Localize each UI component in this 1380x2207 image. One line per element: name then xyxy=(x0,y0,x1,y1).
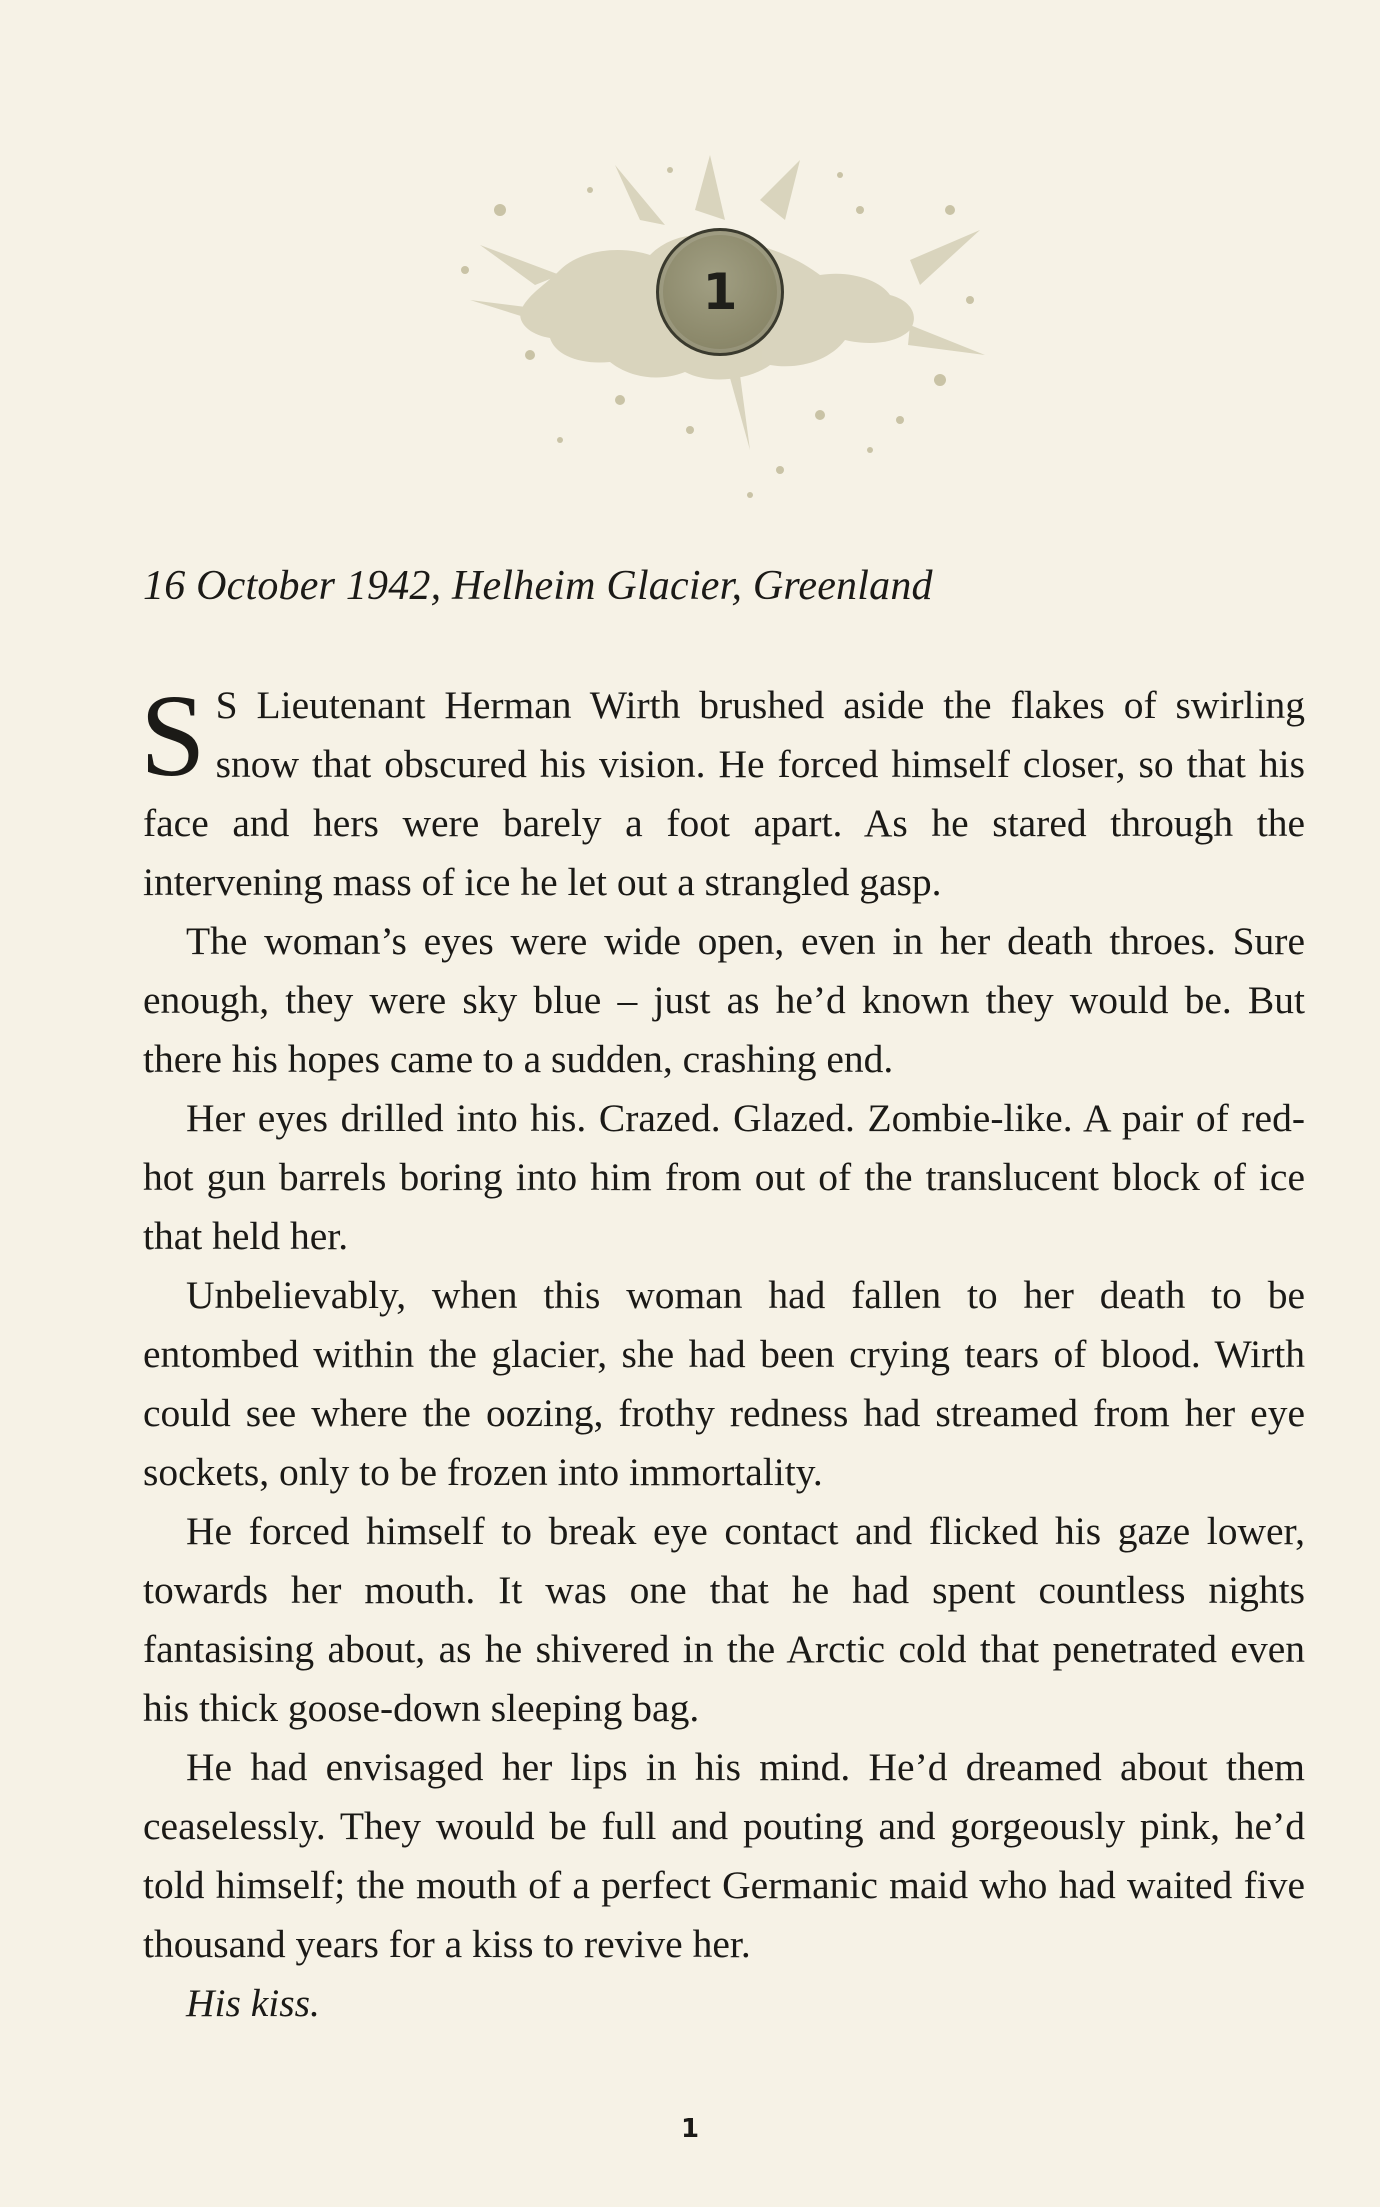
paragraph: Her eyes drilled into his. Crazed. Glazed. Zombie-like. A pair of red-hot gun barrels boring into him from out of the translucent block of ice that held her. xyxy=(143,1096,1305,1258)
paragraph-text: S Lieutenant Herman Wirth brushed aside the flakes of swirling snow that obscured his vision. He forced himself closer, so that his face and hers were barely a foot apart. As he stared through the intervening mass of ice he let out a strangled gasp. xyxy=(143,683,1305,904)
paragraph: The woman’s eyes were wide open, even in her death throes. Sure enough, they were sky blue – just as he’d known they would be. But there his hopes came to a sudden, crashing end. xyxy=(143,919,1305,1081)
paragraph xyxy=(140,670,1305,912)
page-number: 1 xyxy=(680,2114,700,2144)
paragraph: Unbelievably, when this woman had fallen to her death to be entombed within the glacier, she had been crying tears of blood. Wirth could see where the oozing, frothy redness had streamed from her eye sockets, only to be frozen into immortality. xyxy=(143,1273,1305,1494)
dateline: 16 October 1942, Helheim Glacier, Greenland xyxy=(143,563,933,609)
chapter-number-badge xyxy=(656,228,784,356)
chapter-body xyxy=(140,670,1305,2033)
paragraph: He had envisaged her lips in his mind. He’d dreamed about them ceaselessly. They would be full and pouting and gorgeously pink, he’d told himself; the mouth of a perfect Germanic maid who had waited five thousand years for a kiss to revive her. xyxy=(143,1745,1305,1966)
drop-cap: S xyxy=(140,670,206,801)
chapter-number: 1 xyxy=(702,263,738,321)
paragraph: He forced himself to break eye contact and flicked his gaze lower, towards her mouth. It was one that he had spent countless nights fantasising about, as he shivered in the Arctic cold that penetrated even his thick goose-down sleeping bag. xyxy=(143,1509,1305,1730)
closing-line: His kiss. xyxy=(186,1981,320,2025)
